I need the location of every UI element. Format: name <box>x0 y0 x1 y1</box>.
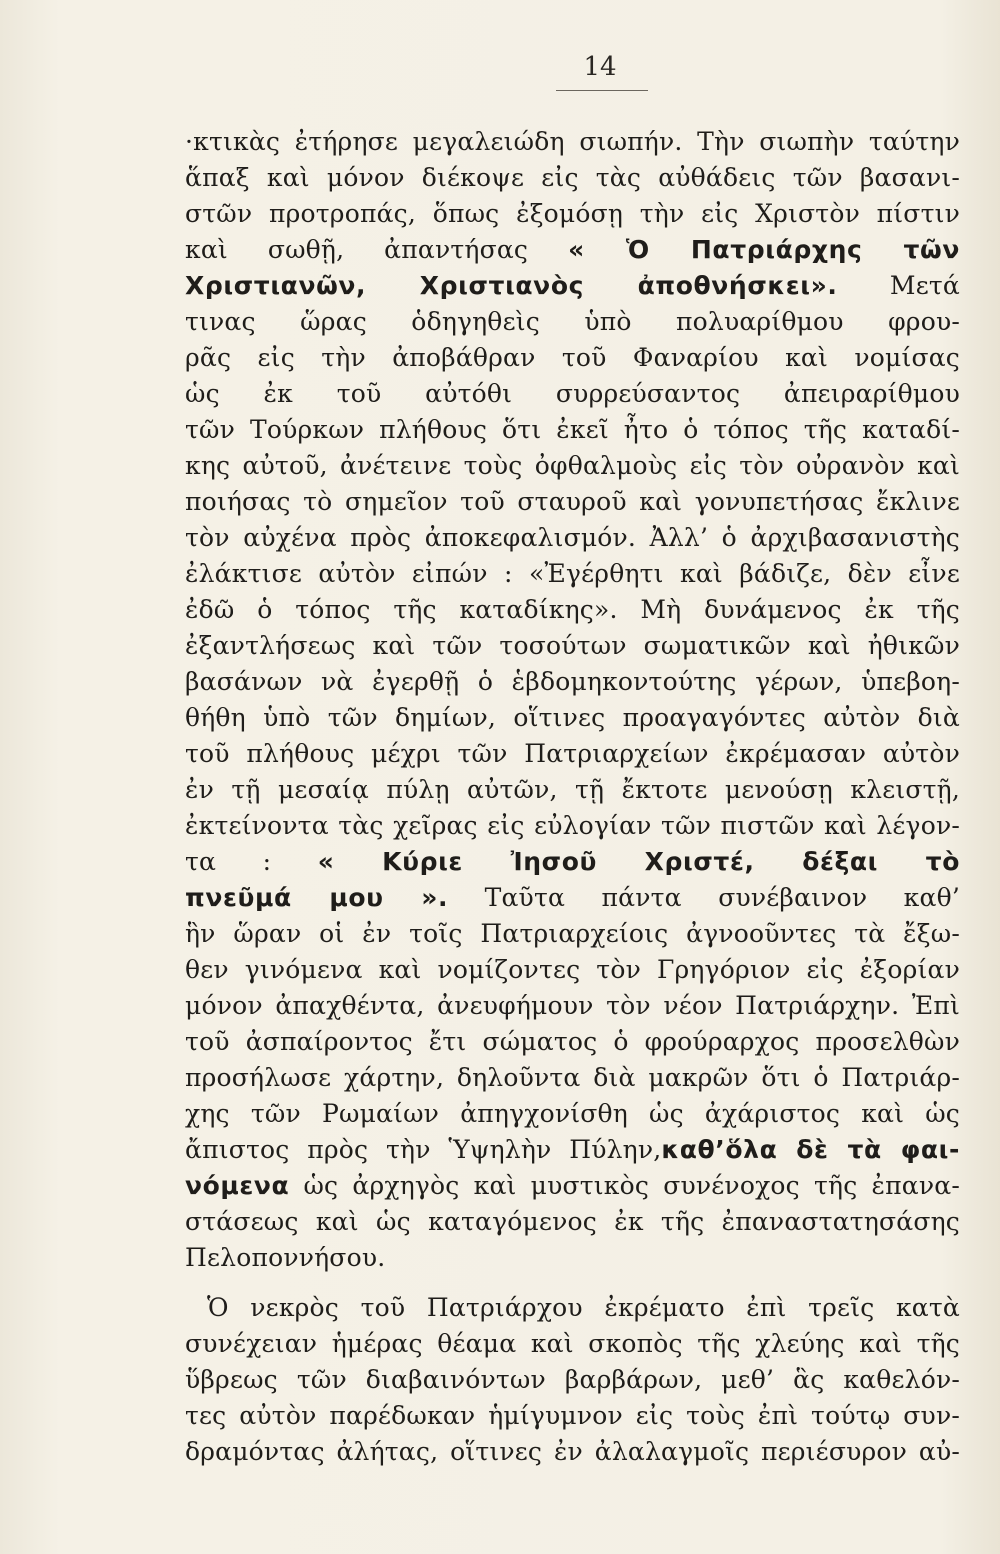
text-line: προσήλωσε χάρτην, δηλοῦντα διὰ μακρῶν ὅτι ὁ Πατριάρ- <box>185 1063 960 1092</box>
text-line: χης τῶν Ρωμαίων ἀπηγχονίσθη ὡς ἀχάριστος καὶ ὡς <box>185 1099 960 1128</box>
page-body-text <box>185 124 960 1470</box>
text-line: πνεῦμά μου ». Ταῦτα πάντα συνέβαινον καθ’ <box>185 883 960 912</box>
text-line: θήθη ὑπὸ τῶν δημίων, οἵτινες προαγαγόντες αὐτὸν διὰ <box>185 703 960 732</box>
bold-phrase: καθ’ὅλα δὲ τὰ φαι- <box>661 1135 960 1164</box>
text-line: ἐκτείνοντα τὰς χεῖρας εἰς εὐλογίαν τῶν πιστῶν καὶ λέγον- <box>185 811 960 840</box>
text-line: νόμενα ὡς ἀρχηγὸς καὶ μυστικὸς συνένοχος τῆς ἐπανα- <box>185 1171 960 1200</box>
text-line: θεν γινόμενα καὶ νομίζοντες τὸν Γρηγόριον εἰς ἐξορίαν <box>185 955 960 984</box>
text-line: στάσεως καὶ ὡς καταγόμενος ἐκ τῆς ἐπαναστατησάσης <box>185 1207 960 1236</box>
bold-quote: « Κύριε Ἰησοῦ Χριστέ, δέξαι τὸ <box>317 847 960 876</box>
text-line: τῶν Τούρκων πλήθους ὅτι ἐκεῖ ἦτο ὁ τόπος τῆς καταδί- <box>185 415 960 444</box>
text-line: βασάνων νὰ ἐγερθῇ ὁ ἑβδομηκοντούτης γέρων, ὑπεβοη- <box>185 667 960 696</box>
text-line: τα : « Κύριε Ἰησοῦ Χριστέ, δέξαι τὸ <box>185 847 960 876</box>
text-line: ἅπαξ καὶ μόνον διέκοψε εἰς τὰς αὐθάδεις τῶν βασανι- <box>185 163 960 192</box>
page-number-rule <box>556 90 648 91</box>
text-line: ·κτικὰς ἐτήρησε μεγαλειώδη σιωπήν. Τὴν σιωπὴν ταύτην <box>185 127 960 156</box>
text-line: τες αὐτὸν παρέδωκαν ἡμίγυμνον εἰς τοὺς ἐπὶ τούτῳ συν- <box>185 1401 960 1430</box>
text-line: ρᾶς εἰς τὴν ἀποβάθραν τοῦ Φαναρίου καὶ νομίσας <box>185 343 960 372</box>
bold-quote: Χριστιανῶν, Χριστιανὸς ἀποθνήσκει». <box>185 271 838 300</box>
text-line: τοῦ ἀσπαίροντος ἔτι σώματος ὁ φρούραρχος προσελθὼν <box>185 1027 960 1056</box>
text-line: τινας ὥρας ὁδηγηθεὶς ὑπὸ πολυαρίθμου φρου- <box>185 307 960 336</box>
text-line: καὶ σωθῇ, ἀπαντήσας « Ὁ Πατριάρχης τῶν <box>185 235 960 264</box>
text-line: ἐδῶ ὁ τόπος τῆς καταδίκης». Μὴ δυνάμενος ἐκ τῆς <box>185 595 960 624</box>
text-line: ὕβρεως τῶν διαβαινόντων βαρβάρων, μεθ’ ἃς καθελόν- <box>185 1365 960 1394</box>
page-number: 14 <box>583 52 617 82</box>
bold-phrase: νόμενα <box>185 1171 290 1200</box>
text-line: Πελοποννήσου. <box>185 1243 386 1272</box>
text-line: ἣν ὥραν οἱ ἐν τοῖς Πατριαρχείοις ἀγνοοῦντες τὰ ἔξω- <box>185 919 960 948</box>
bold-quote: « Ὁ Πατριάρχης τῶν <box>568 235 960 264</box>
text-line: ἐν τῇ μεσαίᾳ πύλῃ αὐτῶν, τῇ ἔκτοτε μενούσῃ κλειστῇ, <box>185 775 960 804</box>
text-line: στῶν προτροπάς, ὅπως ἐξομόσῃ τὴν εἰς Χριστὸν πίστιν <box>185 199 960 228</box>
text-line: ἄπιστος πρὸς τὴν Ὑψηλὴν Πύλην,καθ’ὅλα δὲ τὰ φαι- <box>185 1135 960 1164</box>
text-line: ἐλάκτισε αὐτὸν εἰπών : «Ἐγέρθητι καὶ βάδιζε, δὲν εἶνε <box>185 559 960 588</box>
text-line: τοῦ πλήθους μέχρι τῶν Πατριαρχείων ἐκρέμασαν αὐτὸν <box>185 739 960 768</box>
text-line: ὡς ἐκ τοῦ αὐτόθι συρρεύσαντος ἀπειραρίθμου <box>185 379 960 408</box>
text-line: Ὁ νεκρὸς τοῦ Πατριάρχου ἐκρέματο ἐπὶ τρεῖς κατὰ <box>207 1293 960 1322</box>
bold-quote: πνεῦμά μου ». <box>185 883 449 912</box>
text-line: κης αὐτοῦ, ἀνέτεινε τοὺς ὀφθαλμοὺς εἰς τὸν οὐρανὸν καὶ <box>185 451 960 480</box>
text-line: ἐξαντλήσεως καὶ τῶν τοσούτων σωματικῶν καὶ ἠθικῶν <box>185 631 960 660</box>
paragraph-gap <box>185 1276 960 1290</box>
text-line: ποιήσας τὸ σημεῖον τοῦ σταυροῦ καὶ γονυπετήσας ἔκλινε <box>185 487 960 516</box>
text-line: τὸν αὐχένα πρὸς ἀποκεφαλισμόν. Ἀλλ’ ὁ ἀρχιβασανιστὴς <box>185 523 960 552</box>
text-line: δραμόντας ἀλήτας, οἵτινες ἐν ἀλαλαγμοῖς περιέσυρον αὐ- <box>185 1437 960 1466</box>
text-line: Χριστιανῶν, Χριστιανὸς ἀποθνήσκει». Μετά <box>185 271 960 300</box>
text-line: μόνον ἀπαχθέντα, ἀνευφήμουν τὸν νέον Πατριάρχην. Ἐπὶ <box>185 991 960 1020</box>
text-line: συνέχειαν ἡμέρας θέαμα καὶ σκοπὸς τῆς χλεύης καὶ τῆς <box>185 1329 960 1358</box>
